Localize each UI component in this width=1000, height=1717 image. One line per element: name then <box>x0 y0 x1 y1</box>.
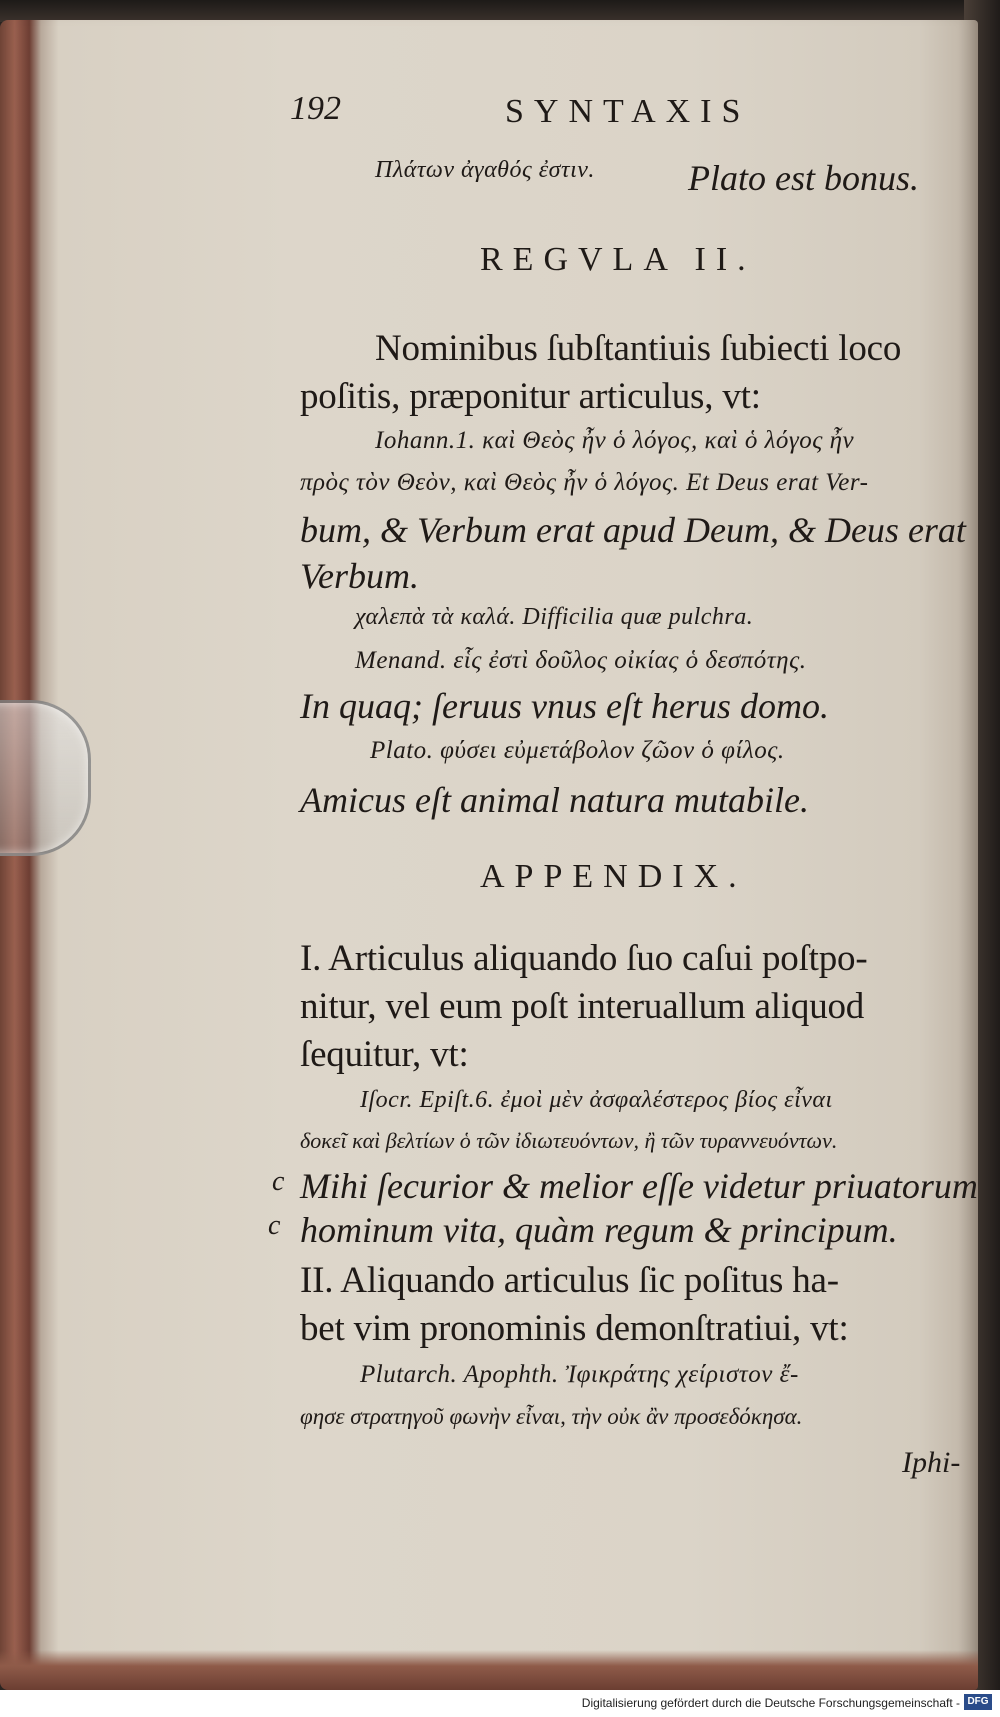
appendix-line-8: II. Aliquando articulus ſic poſitus ha- <box>300 1260 839 1301</box>
regula-line-1: Nominibus ſubſtantiuis ſubiecti loco <box>375 328 902 369</box>
appendix-heading: APPENDIX. <box>480 858 747 895</box>
regula-line-5: bum, & Verbum erat apud Deum, & Deus erat <box>300 510 966 550</box>
catchword: Iphi- <box>902 1446 961 1479</box>
appendix-line-2: nitur, vel eum poſt interuallum aliquod <box>300 986 865 1027</box>
regula-line-10: Plato. φύσει εὐμετάβολον ζῶον ὁ φίλος. <box>370 737 785 764</box>
appendix-line-1: I. Articulus aliquando ſuo caſui poſtpo- <box>300 938 868 979</box>
funding-note: Digitalisierung gefördert durch die Deutsche Forschungsgemeinschaft - <box>581 1696 960 1710</box>
appendix-line-3: ſequitur, vt: <box>300 1034 469 1075</box>
appendix-line-11: φησε στρατηγοῦ φωνὴν εἶναι, τὴν οὐκ ἂν προσεδόκησα. <box>300 1404 803 1429</box>
appendix-line-4: Iſocr. Epiſt.6. ἐμοὶ μὲν ἀσφαλέστερος βίος εἶναι <box>360 1087 833 1113</box>
regula-line-2: poſitis, præponitur articulus, vt: <box>300 376 761 417</box>
dfg-logo: DFG <box>964 1694 992 1710</box>
regula-line-3: Iohann.1. καὶ Θεὸς ἦν ὁ λόγος, καὶ ὁ λόγος ἦν <box>375 427 855 454</box>
regula-heading: REGVLA II. <box>480 241 756 278</box>
footer-bar <box>0 1690 1000 1717</box>
appendix-line-5: δοκεῖ καὶ βελτίων ὁ τῶν ἰδιωτευόντων, ἢ τῶν τυραννευόντων. <box>300 1128 838 1153</box>
regula-line-4: πρὸς τὸν Θεὸν, καὶ Θεὸς ἦν ὁ λόγος. Et Deus erat Ver- <box>300 469 869 496</box>
appendix-line-9: bet vim pronominis demonſtratiui, vt: <box>300 1308 849 1349</box>
appendix-line-6: Mihi ſecurior & melior eſſe videtur priuatorum <box>300 1166 978 1206</box>
margin-mark-2: c <box>268 1210 281 1241</box>
appendix-line-10: Plutarch. Apophth. Ἰφικράτης χείριστον ἔ- <box>360 1361 799 1388</box>
line-greek-plato: Πλάτων ἀγαθός ἐστιν. <box>375 157 595 183</box>
regula-line-8: Menand. εἷς ἐστὶ δοῦλος οἰκίας ὁ δεσπότης. <box>355 647 807 674</box>
regula-line-11: Amicus eſt animal natura mutabile. <box>300 780 809 820</box>
running-head: SYNTAXIS <box>505 93 751 130</box>
regula-line-7: χαλεπὰ τὰ καλά. Difficilia quæ pulchra. <box>355 604 754 630</box>
page-number: 192 <box>290 90 341 127</box>
regula-line-9: In quaq; ſeruus vnus eſt herus domo. <box>300 686 829 726</box>
margin-mark-1: c <box>272 1166 285 1197</box>
regula-line-6: Verbum. <box>300 556 419 596</box>
appendix-line-7: hominum vita, quàm regum & principum. <box>300 1210 898 1250</box>
line-latin-plato: Plato est bonus. <box>688 158 919 198</box>
